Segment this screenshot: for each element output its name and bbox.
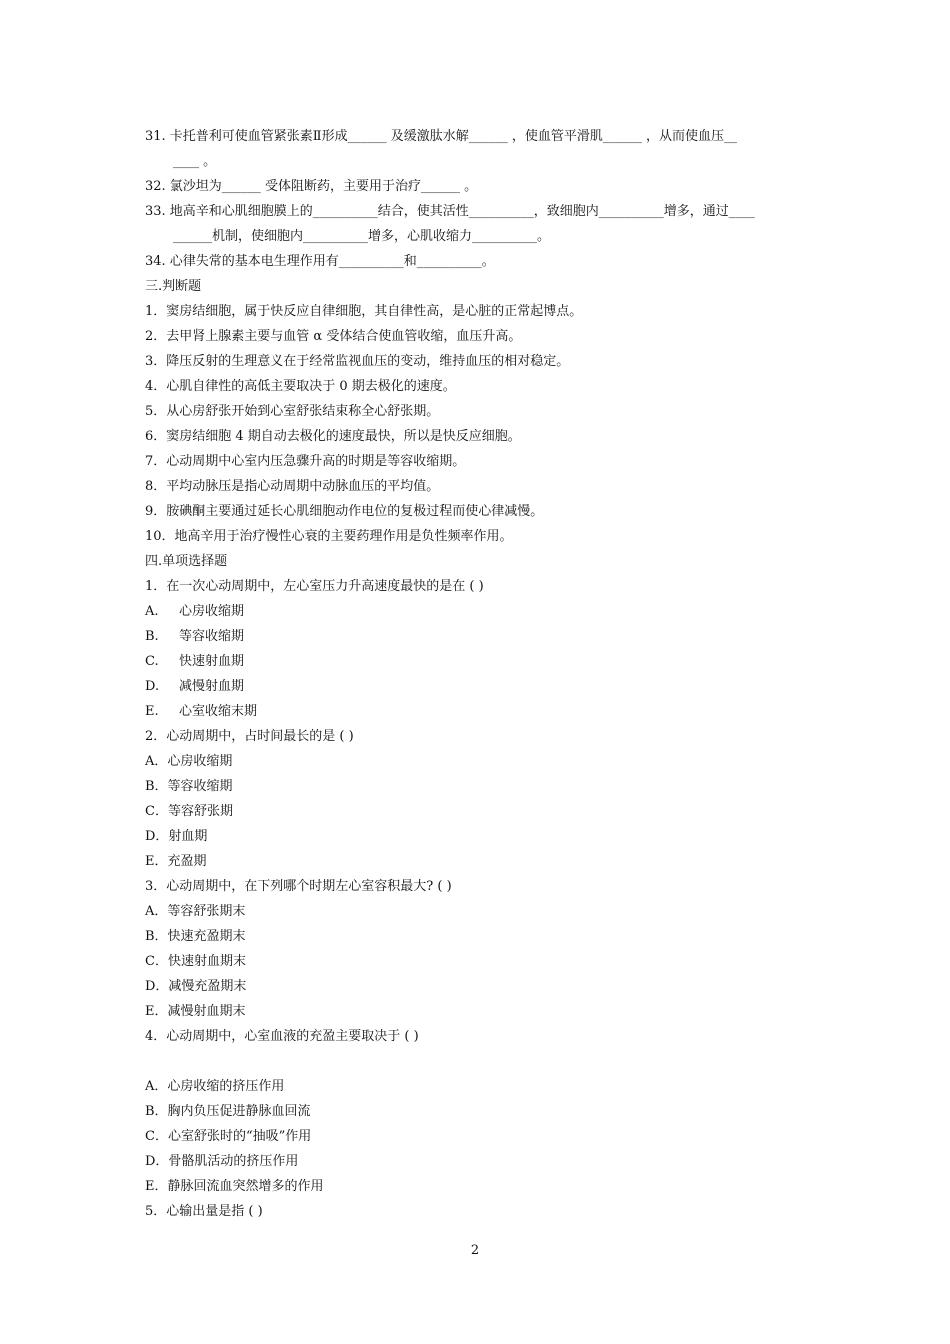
choice-option: E．减慢射血期末: [145, 1004, 246, 1019]
choice-option: C．等容舒张期: [145, 804, 233, 819]
judge-item: 3．降压反射的生理意义在于经常监视血压的变动，维持血压的相对稳定。: [145, 354, 570, 369]
choice-option: A．心房收缩的挤压作用: [145, 1079, 285, 1094]
choice-option: B．胸内负压促进静脉血回流: [145, 1104, 311, 1119]
choice-option: [145, 624, 810, 649]
option-label: C.: [145, 654, 159, 669]
judge-item: 9．胺碘酮主要通过延长心肌细胞动作电位的复极过程而使心律减慢。: [145, 504, 544, 519]
section-heading-single-choice: 四.单项选择题: [145, 554, 228, 569]
page-content: [145, 124, 810, 1224]
choice-question-4-stem: 4．心动周期中，心室血液的充盈主要取决于 ( ): [145, 1029, 419, 1044]
choice-question-1-stem: 1．在一次心动周期中，左心室压力升高速度最快的是在 ( ): [145, 579, 484, 594]
choice-option: B．等容收缩期: [145, 779, 233, 794]
choice-question-3-stem: 3．心动周期中，在下列哪个时期左心室容积最大? ( ): [145, 879, 452, 894]
choice-option: A．等容舒张期末: [145, 904, 246, 919]
judge-item: 8．平均动脉压是指心动周期中动脉血压的平均值。: [145, 479, 440, 494]
option-text: 等容收缩期: [179, 629, 245, 644]
question-34: 34. 心律失常的基本电生理作用有__________和__________。: [145, 254, 495, 269]
judge-item: 7．心动周期中心室内压急骤升高的时期是等容收缩期。: [145, 454, 466, 469]
choice-option: [145, 649, 810, 674]
choice-option: [145, 699, 810, 724]
option-label: E.: [145, 704, 159, 719]
question-31-line2: ____ 。: [173, 154, 217, 169]
judge-item: 10．地高辛用于治疗慢性心衰的主要药理作用是负性频率作用。: [145, 529, 513, 544]
choice-option: D．射血期: [145, 829, 208, 844]
choice-option: [145, 599, 810, 624]
choice-option: D．减慢充盈期末: [145, 979, 247, 994]
blank-spacer: [145, 1049, 810, 1074]
choice-question-2-stem: 2．心动周期中，占时间最长的是 ( ): [145, 729, 354, 744]
option-text: 心室收缩末期: [179, 704, 258, 719]
judge-item: 1．窦房结细胞，属于快反应自律细胞，其自律性高，是心脏的正常起博点。: [145, 304, 583, 319]
judge-item: 6．窦房结细胞 4 期自动去极化的速度最快，所以是快反应细胞。: [145, 429, 521, 444]
option-text: 减慢射血期: [179, 679, 245, 694]
judge-item: 4．心肌自律性的高低主要取决于 0 期去极化的速度。: [145, 379, 456, 394]
question-31-line1: 31. 卡托普利可使血管紧张素Ⅱ形成______ 及缓激肽水解______ ，使血管平滑肌______ ，从而使血压__: [145, 129, 738, 144]
choice-question-5-stem: 5．心输出量是指 ( ): [145, 1204, 263, 1219]
choice-option: A．心房收缩期: [145, 754, 233, 769]
option-label: B.: [145, 629, 159, 644]
judge-item: 2．去甲肾上腺素主要与血管 α 受体结合使血管收缩，血压升高。: [145, 329, 522, 344]
choice-option: C．快速射血期末: [145, 954, 246, 969]
choice-option: B．快速充盈期末: [145, 929, 246, 944]
option-text: 心房收缩期: [179, 604, 245, 619]
option-label: D.: [145, 679, 160, 694]
choice-option: [145, 674, 810, 699]
question-33-line2: ______机制，使细胞内__________增多，心肌收缩力__________。: [173, 229, 551, 244]
section-heading-judge: 三.判断题: [145, 279, 202, 294]
question-32: 32. 氯沙坦为______ 受体阻断药，主要用于治疗______ 。: [145, 179, 478, 194]
choice-option: E．静脉回流血突然增多的作用: [145, 1179, 324, 1194]
page-number: 2: [470, 1243, 480, 1258]
option-text: 快速射血期: [179, 654, 245, 669]
choice-option: D．骨骼肌活动的挤压作用: [145, 1154, 299, 1169]
judge-item: 5．从心房舒张开始到心室舒张结束称全心舒张期。: [145, 404, 440, 419]
choice-option: C．心室舒张时的“抽吸”作用: [145, 1129, 312, 1144]
choice-option: E．充盈期: [145, 854, 207, 869]
option-label: A.: [145, 604, 159, 619]
question-33-line1: 33. 地高辛和心肌细胞膜上的__________结合，使其活性__________，致细胞内__________增多，通过____: [145, 204, 755, 219]
